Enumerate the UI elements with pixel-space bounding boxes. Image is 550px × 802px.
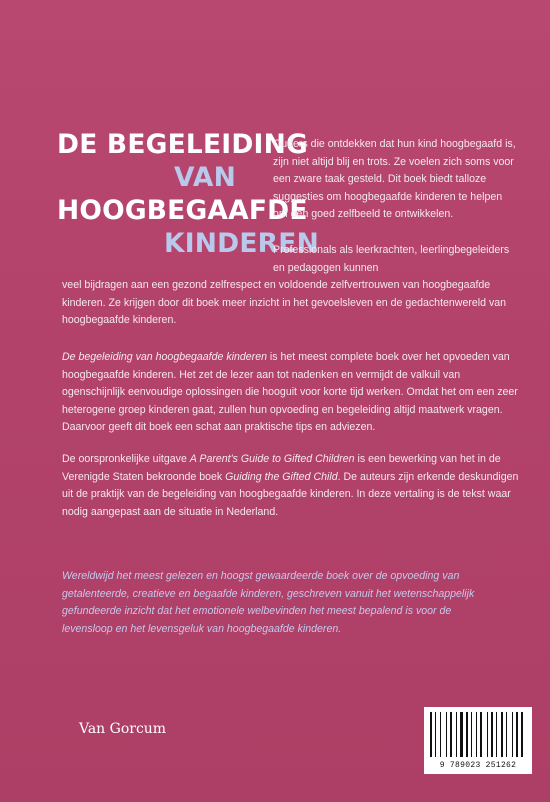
publisher-logo: Van Gorcum (79, 721, 167, 737)
isbn-barcode (424, 707, 532, 774)
barcode-bar (460, 712, 463, 757)
barcode-bar (512, 712, 513, 757)
title-line-3: HOOGBEGAAFDE (57, 195, 308, 226)
book-title-italic: De begeleiding van hoogbegaafde kinderen (62, 351, 267, 363)
barcode-bar (498, 712, 500, 757)
barcode-bar (491, 712, 493, 757)
barcode-bar (487, 712, 488, 757)
body-paragraph-1-text: veel bijdragen aan een gezond zelfrespect en voldoende zelfvertrouwen van hoogbegaafde kinderen. Ze krijgen door dit boek meer inzicht in het gevoelsleven en de gedachtenwereld van hoogbegaafde kinderen. (62, 279, 507, 327)
american-title-italic: Guiding the Gifted Child (225, 470, 338, 483)
body-paragraph-2 (62, 349, 522, 437)
barcode-bar (519, 712, 520, 757)
barcode-bar (506, 712, 507, 757)
body-paragraph-1 (62, 277, 522, 330)
title-line-1: DE BEGELEIDING (57, 129, 308, 160)
barcode-bar (501, 712, 503, 757)
barcode-bar (440, 712, 441, 757)
barcode-bars (430, 712, 526, 757)
barcode-bar (508, 712, 511, 757)
barcode-bar (456, 712, 457, 757)
barcode-bar (496, 712, 497, 757)
barcode-bar (446, 712, 447, 757)
body-paragraph-3-a: De oorspronkelijke uitgave (62, 453, 190, 465)
barcode-bar (478, 712, 479, 757)
barcode-bar (504, 712, 505, 757)
barcode-bar (437, 712, 439, 757)
barcode-bar (524, 712, 525, 757)
barcode-bar (480, 712, 482, 757)
body-paragraph-3-c: . De auteurs zijn erkende deskundigen uit de praktijk van de begeleiding van hoogbegaafde kinderen. In deze vertaling is de tekst waar nodig aangepast aan de situatie in Nederland. (62, 470, 519, 518)
barcode-bar (433, 712, 434, 757)
body-paragraph-2-text: is het meest complete boek over het opvoeden van hoogbegaafde kinderen. Het zet de lezer aan tot nadenken en vermijdt de valkuil van ogenschijnlijk eenvoudige oplossingen die hooguit voor korte tijd werken. Omdat het om een zeer heterogene groep kinderen gaat, zullen hun opvoeding en begeleiding altijd maatwerk vragen. Daarvoor geeft dit boek een schat aan praktische tips en adviezen. (62, 351, 518, 434)
body-paragraph-3 (62, 451, 522, 521)
barcode-bar (435, 712, 436, 757)
barcode-bar (430, 712, 432, 757)
intro-text (273, 136, 518, 277)
intro-paragraph-1: Ouders die ontdekken dat hun kind hoogbegaafd is, zijn niet altijd blij en trots. Ze voelen zich soms voor een zware taak gesteld. Dit boek biedt talloze suggesties om hoogbegaafde kinderen te helpen om een goed zelfbeeld te ontwikkelen. (273, 138, 516, 221)
endorsement-quote: Wereldwijd het meest gelezen en hoogst gewaardeerde boek over de opvoeding van getalenteerde, creatieve en begaafde kinderen, geschreven vanuit het wetenschappelijk gefundeerde inzicht dat het emotionele welbevinden het meest bepalend is voor de levensloop en het levensgeluk van hoogbegaafde kinderen. (62, 570, 475, 635)
barcode-bar (442, 712, 445, 757)
body-paragraph-3-b: is een bewerking van het in de Verenigde Staten bekroonde boek (62, 453, 501, 483)
barcode-bar (469, 712, 470, 757)
title-line-2: VAN (174, 162, 236, 193)
barcode-bar (473, 712, 475, 757)
barcode-bar (514, 712, 515, 757)
barcode-bar (448, 712, 449, 757)
barcode-bar (450, 712, 452, 757)
barcode-bar (483, 712, 486, 757)
barcode-bar (494, 712, 495, 757)
barcode-bar (458, 712, 459, 757)
barcode-bar (489, 712, 490, 757)
barcode-bar (521, 712, 523, 757)
barcode-bar (516, 712, 518, 757)
original-title-italic: A Parent's Guide to Gifted Children (189, 453, 355, 465)
barcode-bar (476, 712, 477, 757)
intro-paragraph-2: Professionals als leerkrachten, leerlingbegeleiders en pedagogen kunnen (273, 243, 510, 274)
barcode-bar (466, 712, 468, 757)
isbn-number: 9 789023 251262 (439, 761, 517, 770)
barcode-bar (471, 712, 472, 757)
barcode-bar (464, 712, 465, 757)
barcode-bar (453, 712, 455, 757)
title-line-4: KINDEREN (164, 228, 319, 259)
